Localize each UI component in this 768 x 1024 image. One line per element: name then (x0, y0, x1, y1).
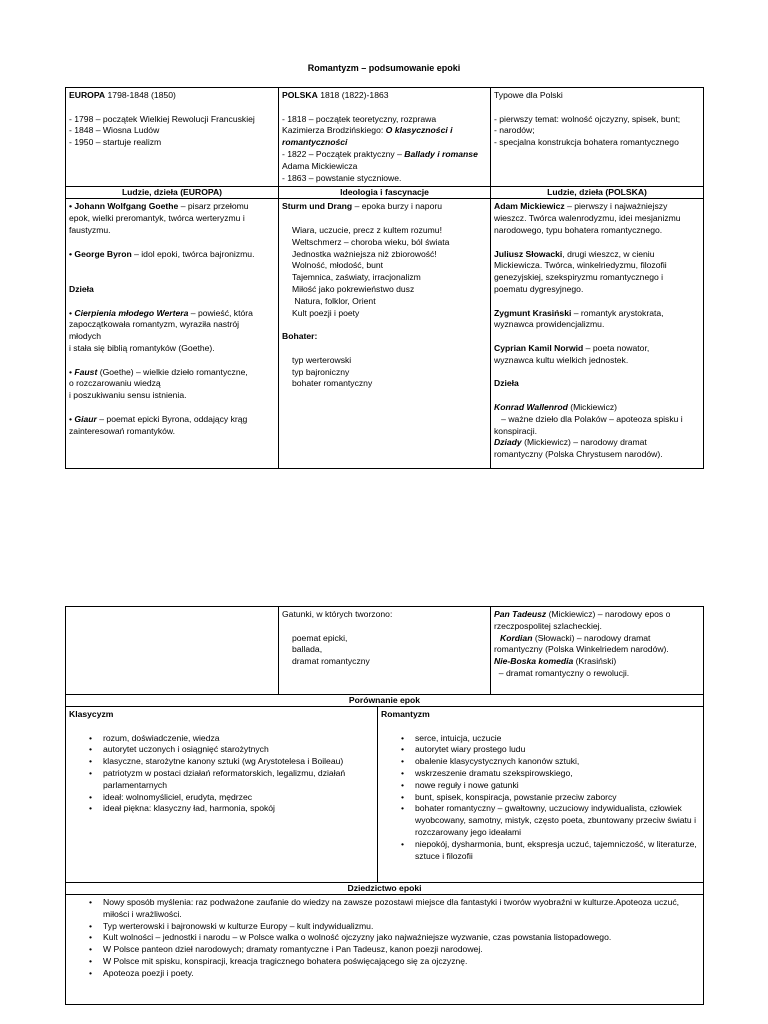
work-desc: o rozczarowaniu wiedzą (69, 378, 161, 389)
ludzie-polska-cell (491, 199, 704, 469)
list-item: • bunt, spisek, konspiracja, powstanie przeciw zaborcy (401, 792, 700, 804)
typowe-line: - pierwszy temat: wolność ojczyzny, spisek, bunt; (494, 113, 681, 124)
europa-line: - 1848 – Wiosna Ludów (69, 125, 160, 136)
list-item: • klasyczne, starożytne kanony sztuki (wg Arystotelesa i Boileau) (89, 756, 374, 768)
europa-line: - 1950 – startuje realizm (69, 137, 162, 148)
sturm-label: Sturm und Drang (282, 201, 353, 212)
polska-line: - 1863 – powstanie styczniowe. (282, 172, 402, 183)
author-desc: , drugi wieszcz, w cieniu (562, 248, 655, 259)
work-desc: (Mickiewicz) – narodowy dramat (521, 437, 647, 448)
list-item: • rozum, doświadczenie, wiedza (89, 733, 374, 745)
author-desc: – pierwszy i najważniejszy (564, 201, 668, 212)
work-desc: i stała się biblią romantyków (Goethe). (69, 342, 215, 353)
work-title: Giaur (74, 413, 97, 424)
ideologia-cell (279, 199, 491, 469)
bullet: • (69, 307, 75, 318)
work-title: Cierpienia młodego Wertera (74, 307, 189, 318)
list-item: • Typ werterowski i bajronowski w kulturze Europy – kult indywidualizmu. (89, 921, 700, 933)
work-desc: (Mickiewicz) (567, 401, 618, 412)
overview-table (65, 87, 704, 469)
author-desc: – poeta nowator, (583, 342, 650, 353)
idea-item: Weltschmerz – choroba wieku, ból świata (292, 236, 450, 247)
work-desc: – ważne dzieło dla Polaków – apoteoza spisku i (494, 413, 683, 424)
work-title: romantyczności (282, 137, 348, 148)
work-desc: zapoczątkowała romantyzm, wyraziła nastrój (69, 319, 240, 330)
list-item: • nowe reguły i nowe gatunki (401, 780, 700, 792)
list-item: • Nowy sposób myślenia: raz podważone zaufanie do wiedzy na zawsze pozostawi miejsce dla fantastyki i tworów wyobraźni w kulturze.Apoteoza uczuć, miłości i wrażliwości. (89, 897, 700, 921)
idea-item: Natura, folklor, Orient (292, 295, 376, 306)
author-desc: Mickiewicza. Twórca, winkelriedyzmu, filozofii (494, 260, 667, 271)
idea-item: Wolność, młodość, bunt (292, 260, 384, 271)
porownanie-header: Porównanie epok (66, 695, 704, 707)
work-desc: (Mickiewicz) – narodowy epos o (546, 609, 671, 619)
gatunek-item: poemat epicki, (292, 632, 348, 643)
work-desc: – powieść, która (188, 307, 253, 318)
work-desc: zainteresowań romantyków. (69, 425, 176, 436)
work-desc: (Słowacki) – narodowy dramat (532, 632, 651, 643)
europa-line: - 1798 – początek Wielkiej Rewolucji Francuskiej (69, 113, 255, 124)
author-name: • George Byron (69, 248, 132, 259)
bullet: • (69, 366, 75, 377)
polska-years: 1818 (1822)-1863 (317, 90, 389, 100)
work-title: Faust (74, 366, 98, 377)
work-desc: i poszukiwaniu sensu istnienia. (69, 390, 187, 401)
dziedzictwo-header: Dziedzictwo epoki (66, 883, 704, 895)
bohater-item: bohater romantyczny (292, 378, 373, 389)
work-desc: romantyczny (Polska Winkelriedem narodów). (494, 644, 669, 655)
author-desc: wieszcz. Twórca walenrodyzmu, idei mesjanizmu (494, 213, 681, 224)
polska-line: Adama Mickiewicza (282, 160, 358, 171)
list-item: • W Polsce mit spisku, konspiracji, kreacja tragicznego bohatera poświęcającego się za ojczyznę. (89, 956, 700, 968)
klasycyzm-head: Klasycyzm (69, 709, 114, 719)
work-title: Dziady (494, 437, 522, 448)
gatunki-head: Gatunki, w których tworzono: (282, 609, 393, 619)
romantyzm-list (381, 733, 700, 863)
header-ludzie-polska: Ludzie, dzieła (POLSKA) (491, 187, 704, 199)
typowe-cell (491, 88, 704, 187)
section-label: Dzieła (494, 378, 519, 389)
header-ideologia: Ideologia i fascynacje (279, 187, 491, 199)
work-desc: romantyczny (Polska Chrystusem narodów). (494, 449, 663, 460)
europa-years: 1798-1848 (1850) (105, 90, 176, 100)
author-name: Zygmunt Krasiński (494, 307, 572, 318)
romantyzm-cell (378, 707, 704, 883)
summary-table (65, 606, 704, 1005)
bullet: • (69, 413, 75, 424)
idea-item: Tajemnica, zaświaty, irracjonalizm (292, 272, 421, 283)
polska-line: - 1822 – Początek praktyczny – (282, 148, 405, 159)
work-desc: (Krasiński) (573, 656, 617, 667)
author-name: Cyprian Kamil Norwid (494, 342, 584, 353)
author-desc: narodowego, typu bohatera romantycznego. (494, 224, 663, 235)
work-title: Konrad Wallenrod (494, 401, 568, 412)
list-item: • niepokój, dysharmonia, bunt, ekspresja uczuć, tajemniczość, w literaturze, sztuce i filozofii (401, 839, 700, 863)
gatunki-cell (279, 607, 491, 695)
header-ludzie-europa: Ludzie, dzieła (EUROPA) (66, 187, 279, 199)
work-title: Ballady i romanse (404, 148, 478, 159)
author-desc: – pisarz przełomu (178, 201, 249, 212)
polska-line: - 1818 – początek teoretyczny, rozprawa (282, 113, 437, 124)
idea-item: Wiara, uczucie, precz z kultem rozumu! (292, 224, 442, 235)
typowe-line: - specjalna konstrukcja bohatera romantycznego (494, 137, 679, 148)
author-desc: wyznawca kultu wielkich jednostek. (494, 354, 629, 365)
author-desc: genezyjskiej, szekspiryzmu romantycznego i (494, 272, 664, 283)
list-item: • autorytet uczonych i osiągnięć starożytnych (89, 744, 374, 756)
gatunek-item: ballada, (292, 644, 323, 655)
list-item: • obalenie klasycystycznych kanonów sztuki, (401, 756, 700, 768)
polska-cell (279, 88, 491, 187)
list-item: • autorytet wiary prostego ludu (401, 744, 700, 756)
idea-item: Miłość jako pokrewieństwo dusz (292, 283, 415, 294)
work-desc: rzeczpospolitej szlacheckiej. (494, 620, 602, 631)
author-desc: – idol epoki, twórca bajronizmu. (131, 248, 255, 259)
list-item: • serce, intuicja, uczucie (401, 733, 700, 745)
klasycyzm-list (69, 733, 374, 816)
polska-label: POLSKA (282, 90, 318, 100)
author-desc: – romantyk arystokrata, (571, 307, 664, 318)
empty-cell (66, 607, 279, 695)
bohater-label: Bohater: (282, 331, 318, 342)
europa-cell (66, 88, 279, 187)
romantyzm-head: Romantyzm (381, 709, 430, 719)
gatunek-item: dramat romantyczny (292, 656, 370, 667)
work-title: O klasyczności i (385, 125, 453, 136)
author-name: Juliusz Słowacki (494, 248, 563, 259)
work-title: Pan Tadeusz (494, 609, 547, 619)
work-desc: młodych (69, 331, 101, 342)
idea-item: Kult poezji i poety (292, 307, 360, 318)
bohater-item: typ bajroniczny (292, 366, 350, 377)
author-name: • Johann Wolfgang Goethe (69, 201, 179, 212)
list-item: • W Polsce panteon dzieł narodowych; dramaty romantyczne i Pan Tadeusz, kanon poezji narodowej. (89, 944, 700, 956)
work-title: Kordian (500, 632, 533, 643)
dziedzictwo-list (69, 897, 700, 980)
author-desc: wyznawca prowidencjalizmu. (494, 319, 605, 330)
work-desc: konspiracji. (494, 425, 537, 436)
list-item: • patriotyzm w postaci działań reformatorskich, legalizmu, działań parlamentarnych (89, 768, 374, 792)
list-item: • bohater romantyczny – gwałtowny, uczuciowy indywidualista, człowiek wyobcowany, samotny, mistyk, często poeta, zbuntowany przeciw światu i rozczarowany jego ideałami (401, 803, 700, 838)
list-item: • Kult wolności – jednostki i narodu – w Polsce walka o wolność ojczyzny jako najważniejsze wyzwanie, czas powstania listopadowego. (89, 932, 700, 944)
author-desc: epok, wielki preromantyk, twórca werteryzmu i (69, 213, 245, 224)
typowe-head: Typowe dla Polski (494, 90, 563, 100)
author-desc: poematu dygresyjnego. (494, 283, 584, 294)
author-name: Adam Mickiewicz (494, 201, 565, 212)
typowe-line: - narodów; (494, 125, 535, 136)
works-cell (491, 607, 704, 695)
idea-item: Jednostka ważniejsza niż zbiorowość! (292, 248, 437, 259)
list-item: • ideał piękna: klasyczny ład, harmonia, spokój (89, 803, 374, 815)
section-label: Dzieła (69, 283, 94, 294)
page-title: Romantyzm – podsumowanie epoki (307, 63, 461, 73)
sturm-desc: – epoka burzy i naporu (352, 201, 443, 212)
list-item: • Apoteoza poezji i poety. (89, 968, 700, 980)
author-desc: faustyzmu. (69, 224, 111, 235)
klasycyzm-cell (66, 707, 378, 883)
list-item: • wskrzeszenie dramatu szekspirowskiego, (401, 768, 700, 780)
bohater-item: typ werterowski (292, 354, 352, 365)
work-desc: (Goethe) – wielkie dzieło romantyczne, (97, 366, 248, 377)
ludzie-europa-cell (66, 199, 279, 469)
work-desc: – dramat romantyczny o rewolucji. (494, 667, 630, 678)
work-desc: – poemat epicki Byrona, oddający krąg (96, 413, 248, 424)
work-title: Nie-Boska komedia (494, 656, 574, 667)
dziedzictwo-cell (66, 895, 704, 1005)
polska-line: Kazimierza Brodzińskiego: (282, 125, 386, 136)
list-item: • ideał: wolnomyśliciel, erudyta, mędrzec (89, 792, 374, 804)
europa-label: EUROPA (69, 90, 106, 100)
